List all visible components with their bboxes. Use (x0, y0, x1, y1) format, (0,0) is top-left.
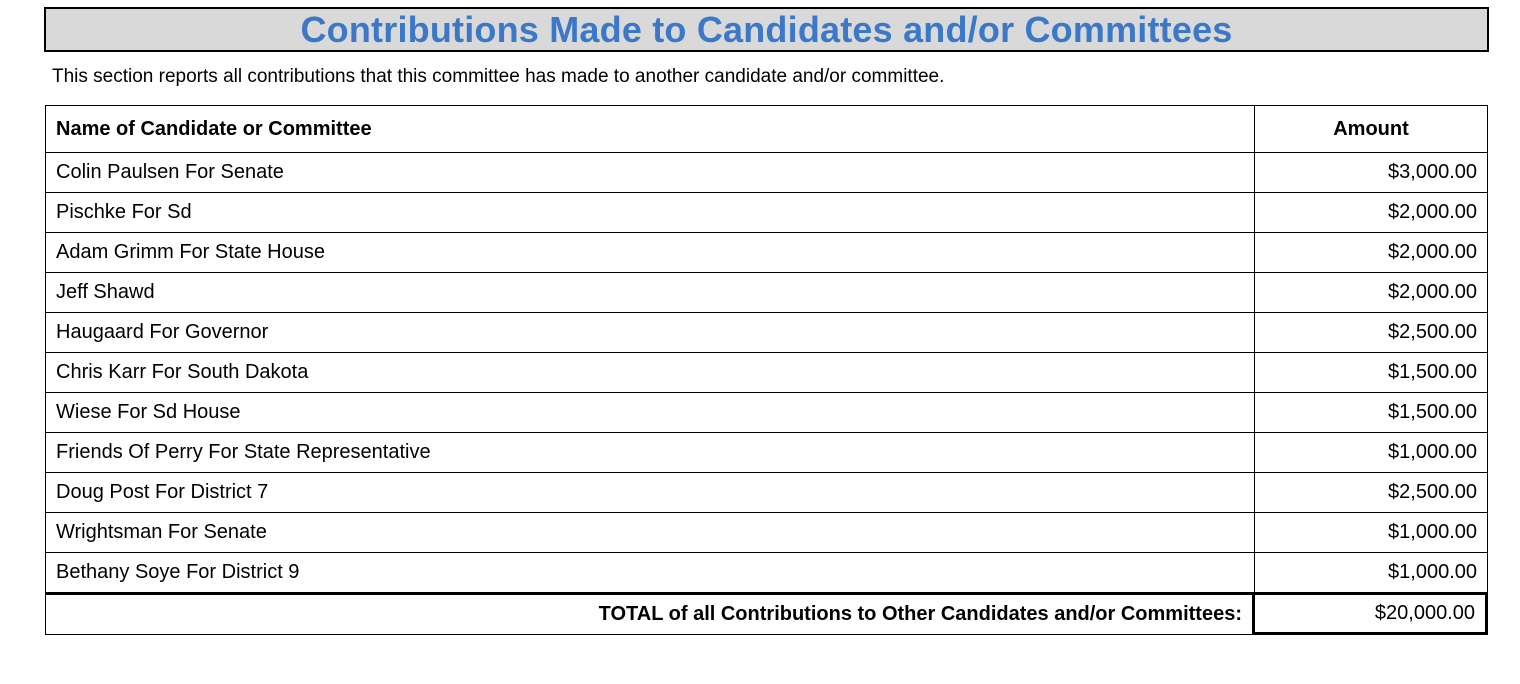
table-row (46, 153, 1487, 193)
table-row (46, 553, 1487, 593)
candidate-name-cell: Colin Paulsen For Senate (46, 153, 1255, 192)
candidate-name-cell: Friends Of Perry For State Representative (46, 433, 1255, 472)
table-row (46, 233, 1487, 273)
table-row (46, 513, 1487, 553)
table-header-row (46, 106, 1487, 153)
candidate-name-cell: Adam Grimm For State House (46, 233, 1255, 272)
amount-cell: $1,000.00 (1388, 441, 1477, 463)
table-row (46, 473, 1487, 513)
amount-cell: $2,000.00 (1388, 281, 1477, 303)
candidate-name-cell: Jeff Shawd (46, 273, 1255, 312)
table-row (46, 393, 1487, 433)
candidate-name-cell: Bethany Soye For District 9 (46, 553, 1255, 592)
amount-cell: $2,000.00 (1388, 201, 1477, 223)
candidate-name-cell: Doug Post For District 7 (46, 473, 1255, 512)
amount-cell: $3,000.00 (1388, 161, 1477, 183)
amount-cell: $1,500.00 (1388, 401, 1477, 423)
amount-cell: $1,500.00 (1388, 361, 1477, 383)
candidate-name-cell: Haugaard For Governor (46, 313, 1255, 352)
amount-cell: $1,000.00 (1388, 521, 1477, 543)
column-header-amount: Amount (1333, 117, 1409, 140)
amount-cell: $1,000.00 (1388, 561, 1477, 583)
candidate-name-cell: Pischke For Sd (46, 193, 1255, 232)
section-title: Contributions Made to Candidates and/or Committees (300, 9, 1233, 50)
amount-cell: $2,500.00 (1388, 321, 1477, 343)
candidate-name-cell: Chris Karr For South Dakota (46, 353, 1255, 392)
total-label: TOTAL of all Contributions to Other Candidates and/or Committees: (46, 595, 1255, 634)
table-row (46, 193, 1487, 233)
section-description: This section reports all contributions that this committee has made to another candidate and/or committee. (52, 66, 945, 87)
contributions-table (45, 105, 1488, 635)
candidate-name-cell: Wiese For Sd House (46, 393, 1255, 432)
amount-cell: $2,000.00 (1388, 241, 1477, 263)
section-title-bar (44, 7, 1489, 52)
table-row (46, 353, 1487, 393)
total-amount: $20,000.00 (1255, 595, 1487, 634)
table-row (46, 273, 1487, 313)
candidate-name-cell: Wrightsman For Senate (46, 513, 1255, 552)
table-row (46, 313, 1487, 353)
table-total-row (46, 593, 1487, 635)
column-header-name: Name of Candidate or Committee (46, 106, 1255, 152)
amount-cell: $2,500.00 (1388, 481, 1477, 503)
table-row (46, 433, 1487, 473)
